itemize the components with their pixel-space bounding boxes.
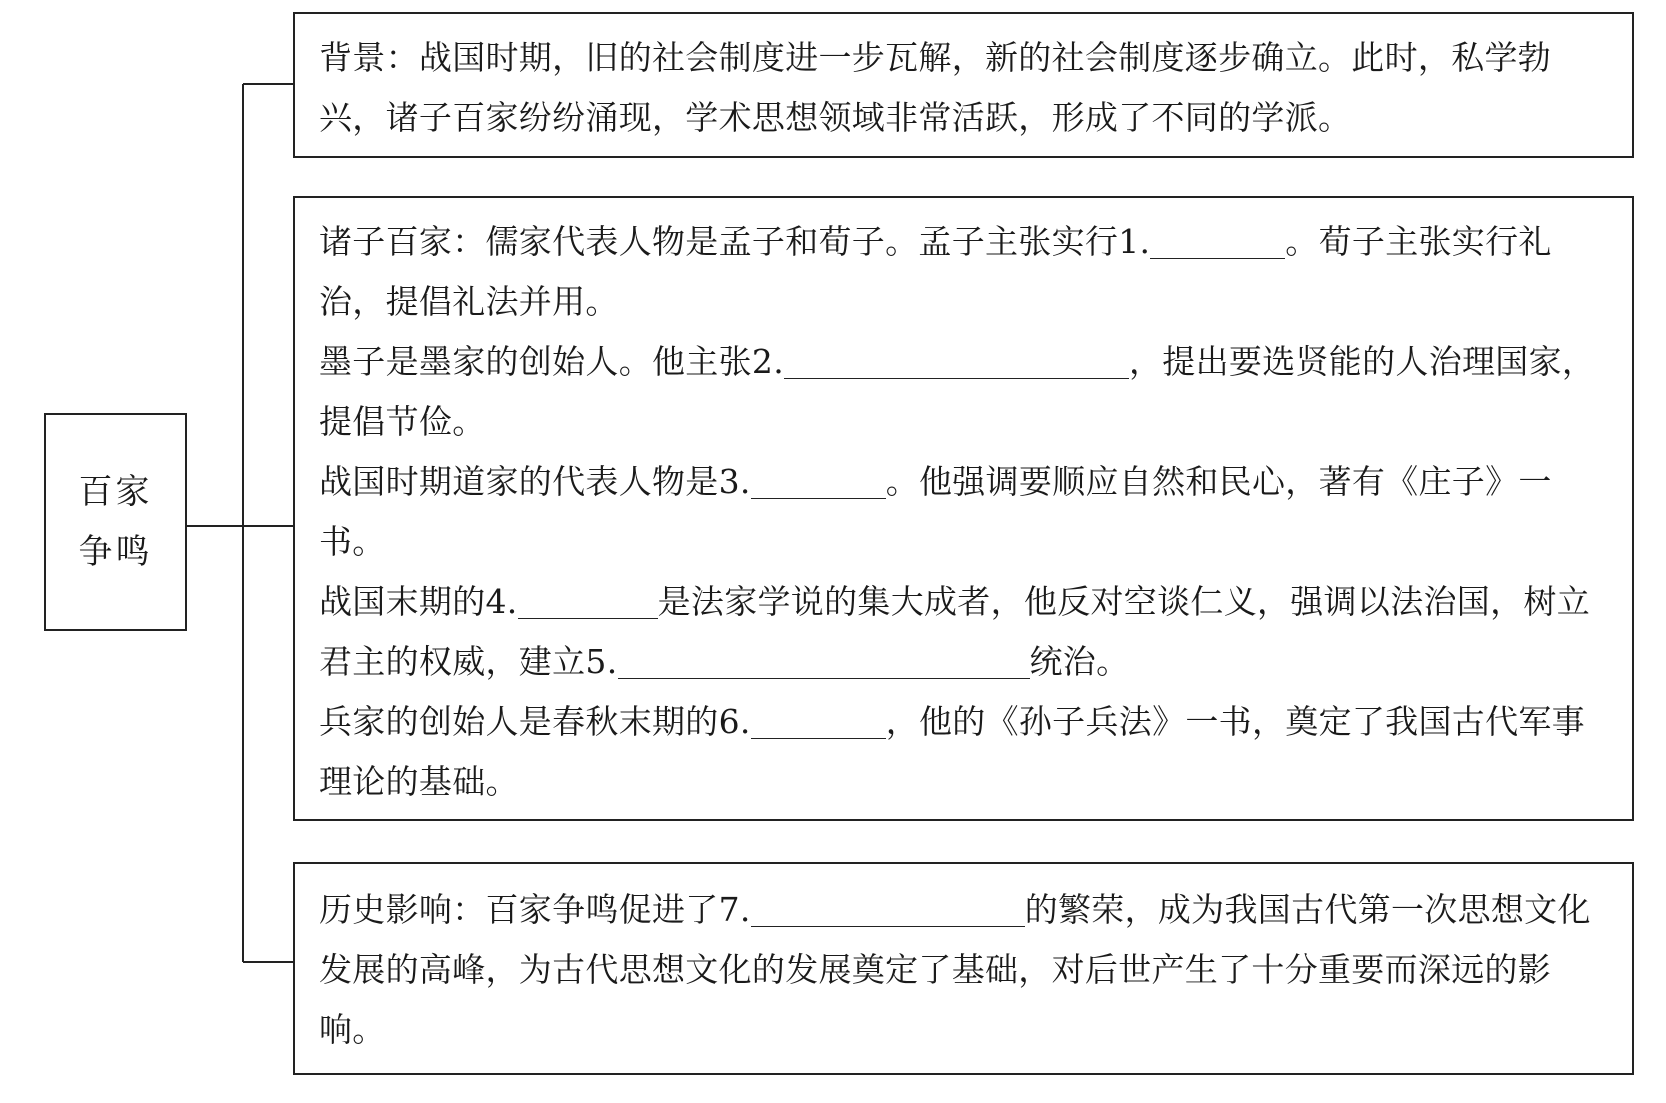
taoist-paragraph: [319, 452, 1614, 572]
blank-2: [784, 346, 1129, 379]
root-title-line-1: 百家: [78, 472, 153, 512]
background-box: [293, 12, 1634, 158]
root-title: [79, 462, 153, 582]
blank-1: [1150, 226, 1285, 259]
legalist-text-after: 统治。: [1029, 642, 1130, 681]
military-text-after: ，他的《孙子兵法》一书，奠定了我国古代军事理论的基础。: [319, 702, 1585, 801]
blank-4: [518, 586, 658, 619]
schools-box: [293, 196, 1634, 821]
legalist-text-middle: 是法家学说的集大成者，他反对空谈仁义，强调以法治国，树立君主的权威，建立5.: [319, 582, 1590, 681]
blank-3: [751, 466, 886, 499]
root-node: [44, 413, 187, 631]
root-title-line-2: 争鸣: [78, 532, 153, 572]
impact-paragraph: [319, 880, 1614, 1060]
confucian-paragraph: [319, 212, 1614, 332]
mohist-text-after: ，提出要选贤能的人治理国家，提倡节俭。: [319, 342, 1596, 441]
impact-text-before: 历史影响：百家争鸣促进了7.: [319, 890, 751, 929]
blank-5: [618, 646, 1030, 679]
blank-6: [751, 706, 886, 739]
background-text: 背景：战国时期，旧的社会制度进一步瓦解，新的社会制度逐步确立。此时，私学勃兴，诸子百家纷纷涌现，学术思想领域非常活跃，形成了不同的学派。: [319, 38, 1552, 137]
mohist-paragraph: [319, 332, 1614, 452]
taoist-text-after: 。他强调要顺应自然和民心，著有《庄子》一书。: [319, 462, 1552, 561]
blank-7: [751, 894, 1025, 927]
legalist-paragraph: [319, 572, 1614, 692]
confucian-text-after: 。荀子主张实行礼治，提倡礼法并用。: [319, 222, 1552, 321]
impact-box: [293, 862, 1634, 1075]
military-paragraph: [319, 692, 1614, 812]
impact-text-after: 的繁荣，成为我国古代第一次思想文化发展的高峰，为古代思想文化的发展奠定了基础，对后世产生了十分重要而深远的影响。: [319, 890, 1591, 1049]
confucian-text-before: 诸子百家：儒家代表人物是孟子和荀子。孟子主张实行1.: [319, 222, 1151, 261]
legalist-text-before: 战国末期的4.: [319, 582, 518, 621]
taoist-text-before: 战国时期道家的代表人物是3.: [319, 462, 751, 501]
mohist-text-before: 墨子是墨家的创始人。他主张2.: [319, 342, 784, 381]
military-text-before: 兵家的创始人是春秋末期的6.: [319, 702, 751, 741]
